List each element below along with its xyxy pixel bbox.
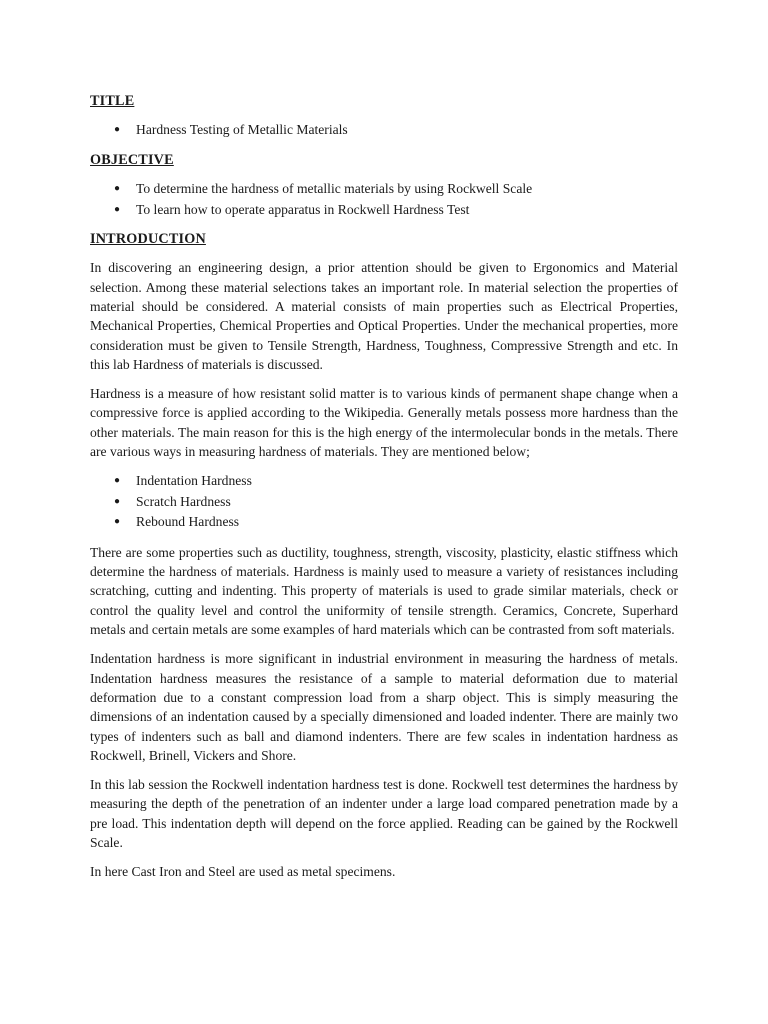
hardness-type-item: ● Scratch Hardness (90, 492, 678, 513)
title-list-item: ● Hardness Testing of Metallic Materials (90, 120, 678, 141)
bullet-icon: ● (114, 495, 121, 507)
bullet-icon: ● (114, 475, 121, 487)
intro-paragraph: In here Cast Iron and Steel are used as metal specimens. (90, 864, 396, 880)
objective-list-item: ● To determine the hardness of metallic materials by using Rockwell Scale (90, 179, 678, 200)
document-page (90, 92, 678, 892)
objective-heading: OBJECTIVE (90, 151, 174, 168)
bullet-icon: ● (114, 203, 121, 215)
hardness-type-item: ● Indentation Hardness (90, 471, 678, 492)
title-heading: TITLE (90, 93, 135, 109)
intro-paragraph: There are some properties such as ductility, toughness, strength, viscosity, plasticity, elastic stiffness which determine the hardness of materials. Hardness is mainly used to measure a variety of resistances including scratching, cutting and indenting. This property of materials is used to grade similar materials, check or control the quality level and control the uniformity of tensile strength. Ceramics, Concrete, Superhard metals and certain metals are some examples of hard materials which can be contrasted from soft materials. (90, 544, 678, 638)
objective-list-item: ● To learn how to operate apparatus in Rockwell Hardness Test (90, 200, 678, 221)
hardness-types-list (90, 471, 678, 533)
objective-list (90, 179, 678, 220)
intro-paragraph: Hardness is a measure of how resistant solid matter is to various kinds of permanent shape change when a compressive force is applied according to the Wikipedia. Generally metals possess more hardness than the other materials. The main reason for this is the high energy of the intermolecular bonds in the metals. There are various ways in measuring hardness of materials. They are mentioned below; (90, 386, 678, 460)
bullet-icon: ● (114, 183, 121, 195)
intro-paragraph: Indentation hardness is more significant in industrial environment in measuring the hardness of metals. Indentation hardness measures the resistance of a sample to material deformation due to material deformation due to a constant compression load from a sharp object. This is simply measuring the dimensions of an indentation caused by a specially dimensioned and loaded indenter. There are mainly two types of indenters such as ball and diamond indenters. There are few scales in indentation hardness as Rockwell, Brinell, Vickers and Shore. (90, 651, 678, 763)
title-list (90, 120, 678, 141)
intro-paragraph: In discovering an engineering design, a prior attention should be given to Ergonomics and Material selection. Among these material selections takes an important role. In material selection the properties of material should be considered. A material consists of main properties such as Electrical Properties, Mechanical Properties, Chemical Properties and Optical Properties. Under the mechanical properties, more consideration must be given to Tensile Strength, Hardness, Toughness, Compressive Strength and etc. In this lab Hardness of materials is discussed. (90, 260, 678, 372)
intro-paragraph: In this lab session the Rockwell indentation hardness test is done. Rockwell test determines the hardness by measuring the depth of the penetration of an indenter under a large load compared penetration made by a pre load. This indentation depth will depend on the force applied. Reading can be gained by the Rockwell Scale. (90, 777, 678, 851)
bullet-icon: ● (114, 124, 121, 136)
introduction-heading: INTRODUCTION (90, 231, 206, 248)
bullet-icon: ● (114, 516, 121, 528)
hardness-type-item: ● Rebound Hardness (90, 512, 678, 533)
